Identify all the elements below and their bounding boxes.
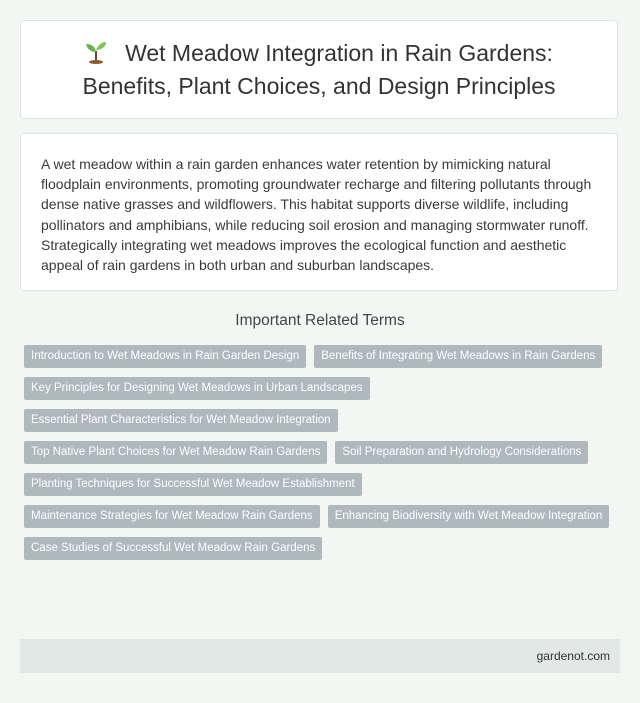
description-card	[20, 133, 618, 291]
related-terms-heading: Important Related Terms	[235, 312, 405, 329]
related-term-tag[interactable]: Soil Preparation and Hydrology Considerations	[335, 441, 588, 464]
related-term-tag[interactable]: Top Native Plant Choices for Wet Meadow Rain Gardens	[24, 441, 327, 464]
related-term-tag[interactable]: Maintenance Strategies for Wet Meadow Rain Gardens	[24, 505, 320, 528]
related-term-tag[interactable]: Case Studies of Successful Wet Meadow Rain Gardens	[24, 537, 322, 560]
related-term-tag[interactable]: Key Principles for Designing Wet Meadows in Urban Landscapes	[24, 377, 370, 400]
related-term-tag[interactable]: Enhancing Biodiversity with Wet Meadow Integration	[328, 505, 610, 528]
footer-site-link[interactable]: gardenot.com	[536, 649, 610, 663]
related-term-tag[interactable]: Introduction to Wet Meadows in Rain Garden Design	[24, 345, 306, 368]
footer	[20, 639, 620, 673]
title-card	[20, 20, 618, 119]
page-title-text: Wet Meadow Integration in Rain Gardens: Benefits, Plant Choices, and Design Principles	[82, 39, 556, 99]
sprout-icon	[85, 40, 107, 64]
related-term-tag[interactable]: Planting Techniques for Successful Wet Meadow Establishment	[24, 473, 362, 496]
related-term-tag[interactable]: Essential Plant Characteristics for Wet Meadow Integration	[24, 409, 338, 432]
related-term-tag[interactable]: Benefits of Integrating Wet Meadows in Rain Gardens	[314, 345, 602, 368]
related-terms-list	[24, 345, 620, 560]
page-title	[21, 37, 617, 103]
description-text: A wet meadow within a rain garden enhances water retention by mimicking natural floodplain environments, promoting groundwater recharge and filtering pollutants through dense native grasses and wildflowers. This habitat supports diverse wildlife, including pollinators and amphibians, while reducing soil erosion and managing stormwater runoff. Strategically integrating wet meadows improves the ecological function and aesthetic appeal of rain gardens in both urban and suburban landscapes.	[41, 156, 592, 274]
